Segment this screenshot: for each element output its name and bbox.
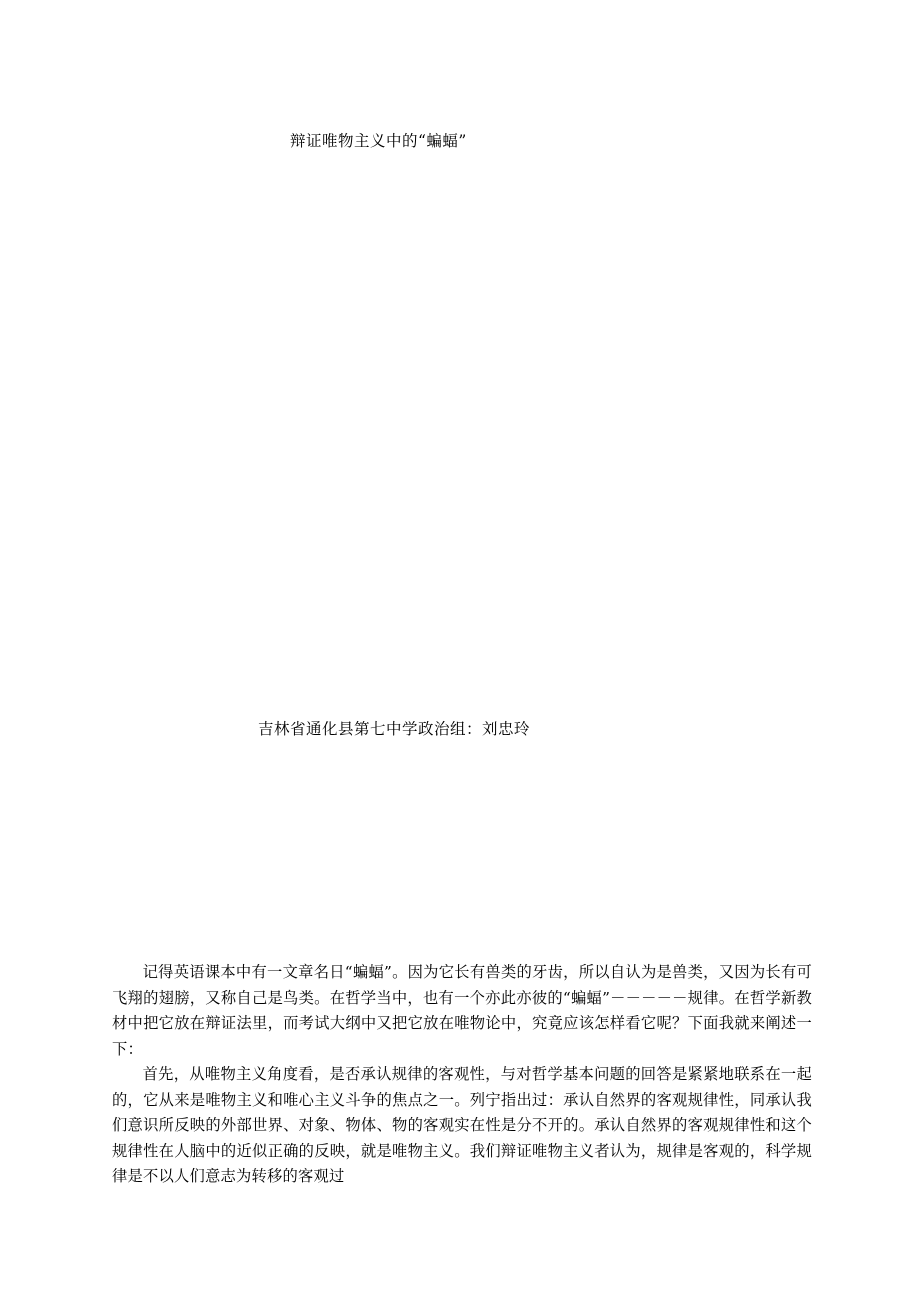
document-body bbox=[112, 960, 812, 1190]
author-byline: 吉林省通化县第七中学政治组：刘忠玲 bbox=[258, 720, 531, 738]
body-paragraph-1: 记得英语课本中有一文章名日“蝙蝠”。因为它长有兽类的牙齿，所以自认为是兽类，又因为长有可飞翔的翅膀，又称自己是鸟类。在哲学当中，也有一个亦此亦彼的“蝙蝠”－－－－－规律。在哲学新教材中把它放在辩证法里，而考试大纲中又把它放在唯物论中，究竟应该怎样看它呢？下面我就来阐述一下： bbox=[112, 963, 812, 1058]
body-paragraph-2: 首先，从唯物主义角度看，是否承认规律的客观性，与对哲学基本问题的回答是紧紧地联系在一起的，它从来是唯物主义和唯心主义斗争的焦点之一。列宁指出过：承认自然界的客观规律性，同承认我们意识所反映的外部世界、对象、物体、物的客观实在性是分不开的。承认自然界的客观规律性和这个规律性在人脑中的近似正确的反映，就是唯物主义。我们辩证唯物主义者认为，规律是客观的，科学规律是不以人们意志为转移的客观过 bbox=[112, 1065, 812, 1185]
document-title: 辩证唯物主义中的“蝙蝠” bbox=[290, 132, 467, 150]
